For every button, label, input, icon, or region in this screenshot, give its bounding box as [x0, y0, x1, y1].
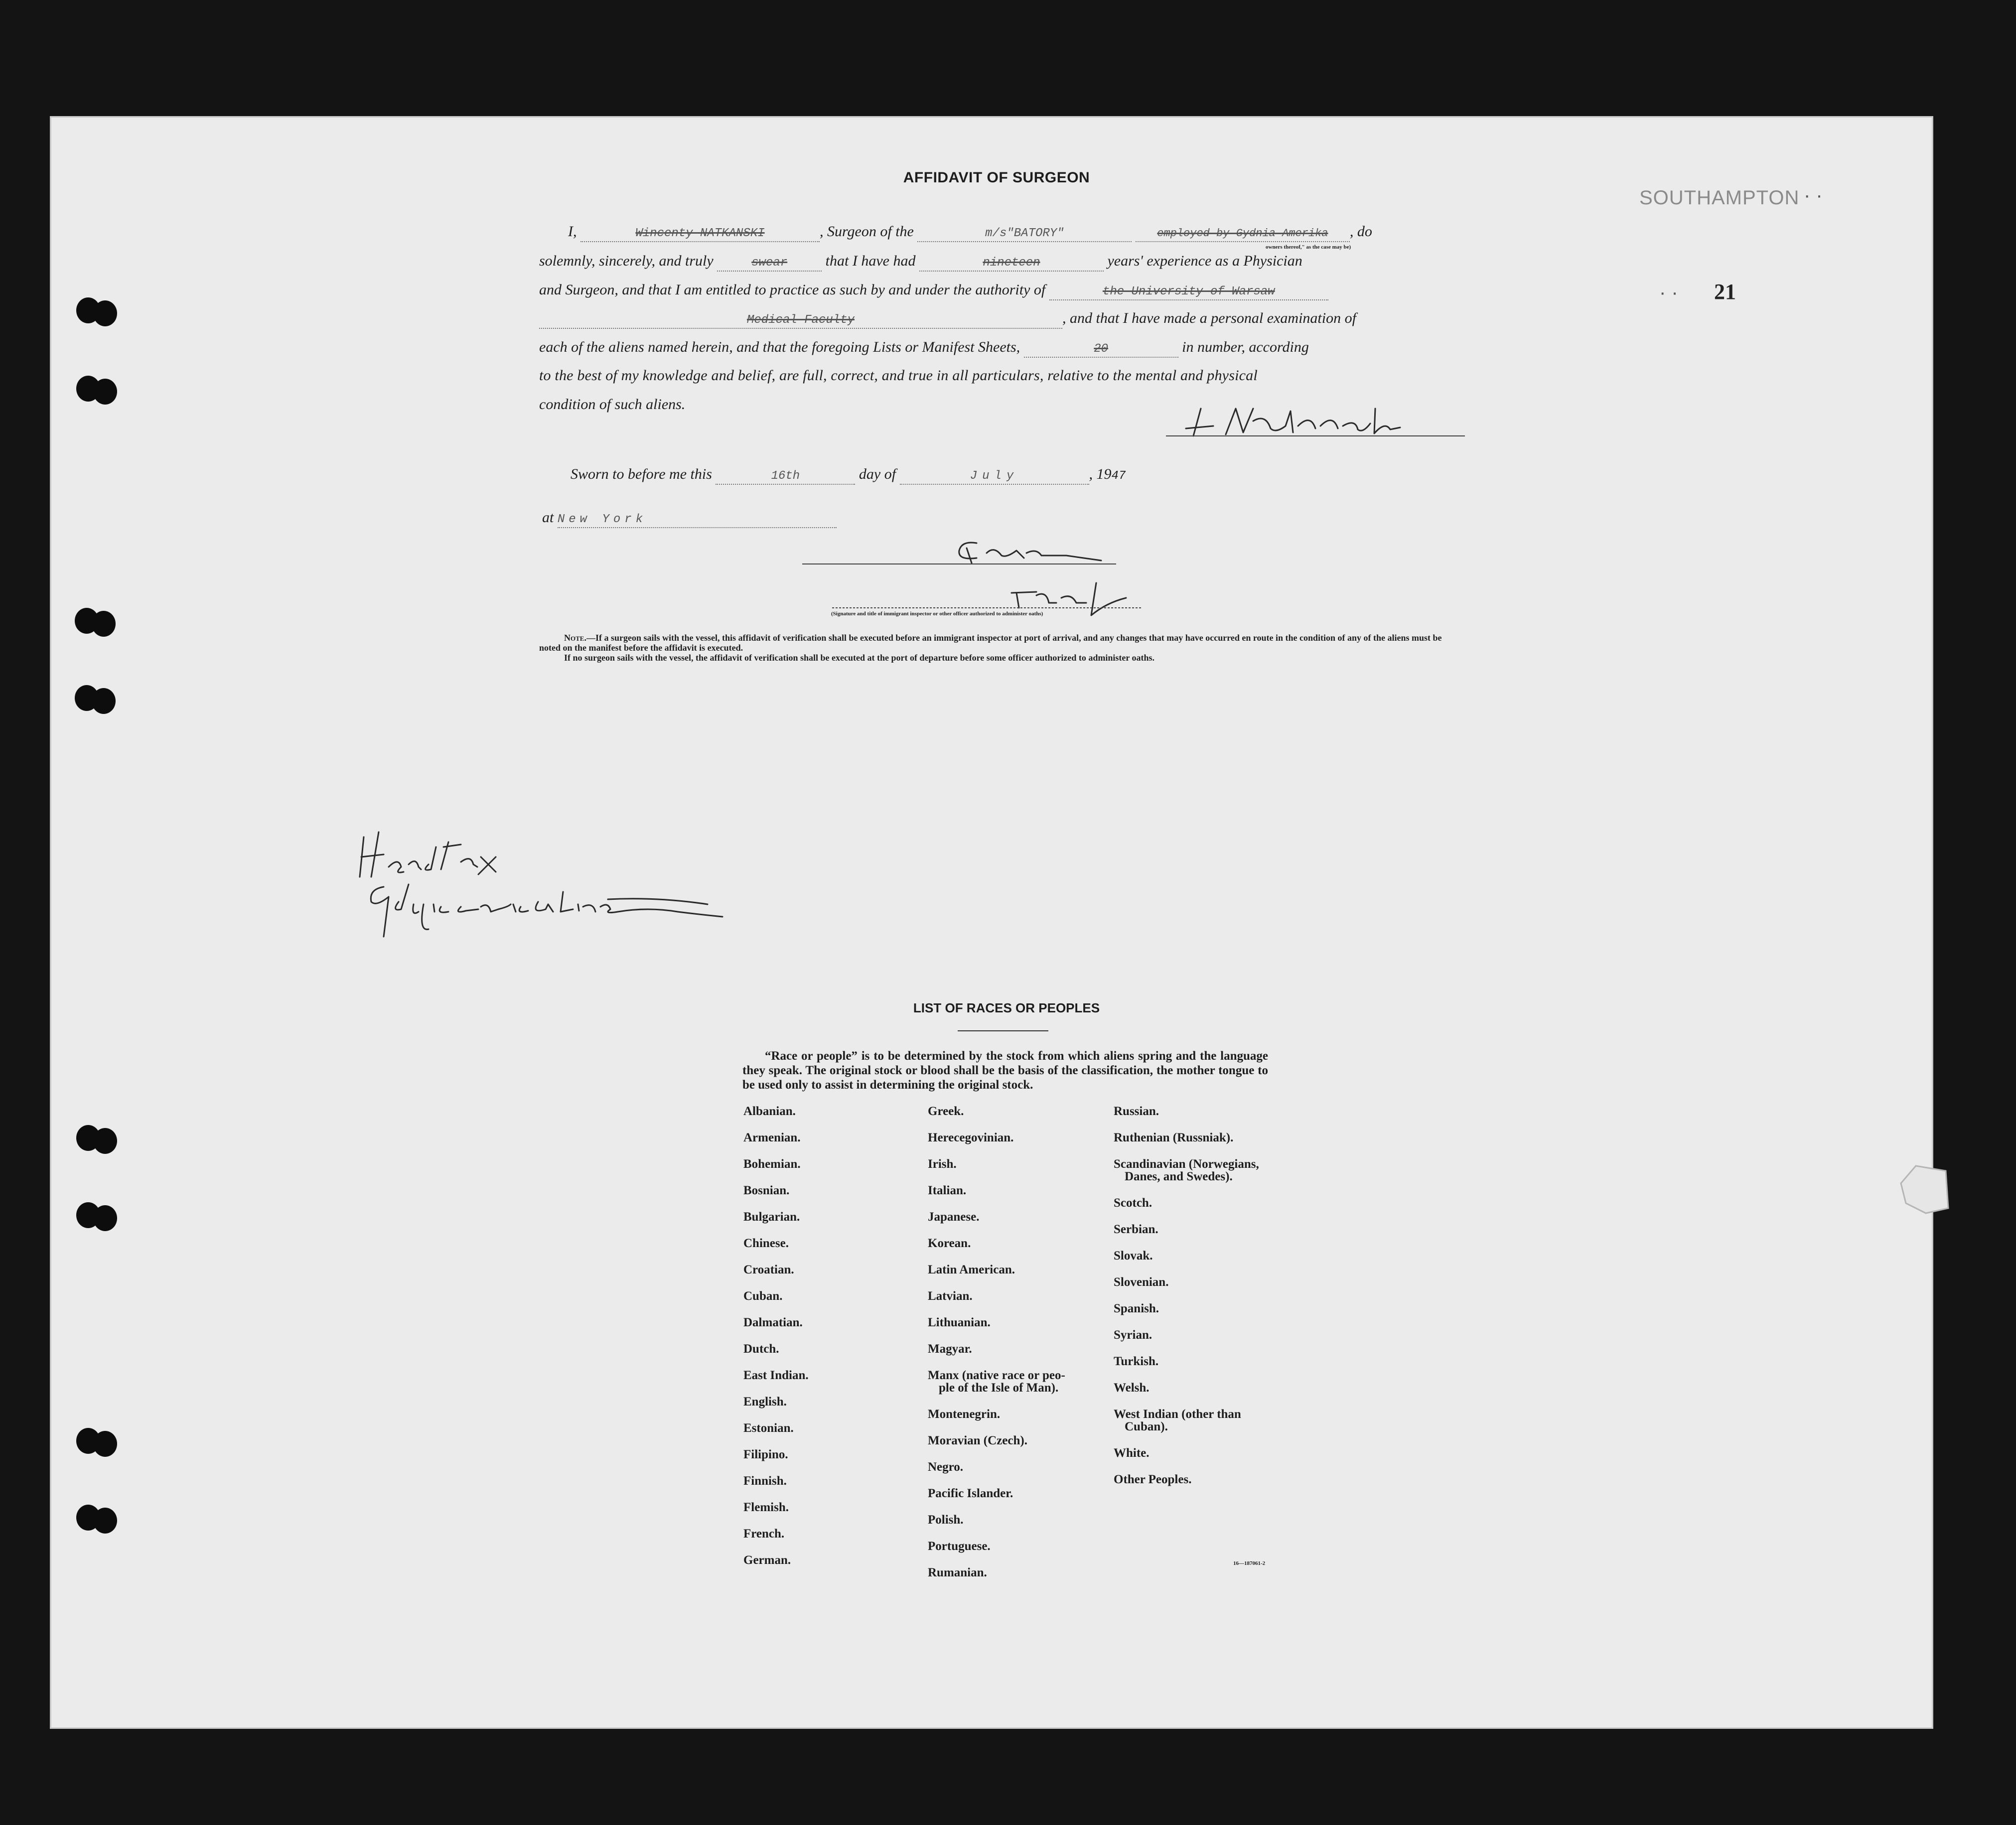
- race-item: Welsh.: [1114, 1381, 1150, 1395]
- race-item: Estonian.: [743, 1421, 794, 1435]
- years-field: nineteen: [919, 256, 1104, 272]
- line5-lead: each of the aliens named herein, and that the foregoing Lists or Manifest Sheets,: [539, 339, 1020, 355]
- race-item: ple of the Isle of Man).: [939, 1381, 1059, 1395]
- race-item: Bohemian.: [743, 1157, 801, 1171]
- race-item: Armenian.: [743, 1131, 801, 1144]
- place-line: [542, 509, 837, 528]
- race-item: Slovenian.: [1114, 1275, 1169, 1289]
- place-field: New York: [558, 512, 837, 528]
- line2-end: years' experience as a Physician: [1107, 253, 1302, 269]
- races-column-1: [743, 1105, 809, 1567]
- race-item: Flemish.: [743, 1501, 789, 1514]
- race-item: Finnish.: [743, 1474, 787, 1488]
- note-text-1: —If a surgeon sails with the vessel, this affidavit of verification shall be executed before an immigrant inspector at port of arrival, and any changes that may have occurred en route in the condition of any of the aliens must be noted on the manifest before the affidavit is executed.: [539, 633, 1442, 653]
- line2-lead: solemnly, sincerely, and truly: [539, 253, 714, 269]
- races-column-3: [1114, 1105, 1259, 1486]
- race-item: Ruthenian (Russniak).: [1114, 1131, 1234, 1144]
- race-item: Bosnian.: [743, 1184, 790, 1197]
- sworn-year: 47: [1111, 469, 1126, 483]
- page-dots: · ·: [1659, 281, 1678, 303]
- owner-note: owners thereof," as the case may be): [1266, 244, 1351, 250]
- surgeon-signature: [1166, 399, 1465, 448]
- race-item: Albanian.: [743, 1105, 796, 1118]
- page-number: 21: [1714, 280, 1736, 304]
- race-item: Turkish.: [1114, 1355, 1159, 1368]
- affidavit-line-3: [539, 281, 1328, 300]
- race-item: Pacific Islander.: [928, 1487, 1013, 1500]
- sworn-year-prefix: , 19: [1089, 466, 1112, 482]
- race-item: Other Peoples.: [1114, 1473, 1192, 1486]
- authority-continued-field: Medical Faculty: [539, 313, 1062, 329]
- affidavit-title: AFFIDAVIT OF SURGEON: [903, 169, 1090, 186]
- race-item: German.: [743, 1553, 791, 1567]
- races-title-rule: [958, 1030, 1048, 1031]
- race-item: Manx (native race or peo-: [928, 1369, 1065, 1382]
- sworn-lead: Sworn to before me this: [571, 466, 712, 482]
- race-item: Polish.: [928, 1513, 964, 1527]
- race-item: Syrian.: [1114, 1328, 1152, 1342]
- line5-end: in number, according: [1182, 339, 1309, 355]
- inspector-caption: (Signature and title of immigrant inspector or other officer authorized to administer oaths): [831, 611, 1043, 617]
- race-item: Cuban.: [743, 1289, 783, 1303]
- punch-hole: [76, 376, 100, 402]
- punch-hole: [76, 1428, 100, 1454]
- race-item: Croatian.: [743, 1263, 794, 1276]
- race-item: Irish.: [928, 1157, 957, 1171]
- race-item: Italian.: [928, 1184, 967, 1197]
- races-column-2: [928, 1105, 1065, 1579]
- inspector-signature: [797, 528, 1146, 623]
- race-item: Danes, and Swedes).: [1125, 1170, 1233, 1183]
- affidavit-line-7: condition of such aliens.: [539, 396, 686, 413]
- sheets-count-field: 20: [1024, 342, 1178, 358]
- line1-end: , do: [1349, 223, 1372, 240]
- race-item: Russian.: [1114, 1105, 1159, 1118]
- race-item: Cuban).: [1125, 1420, 1168, 1433]
- race-item: English.: [743, 1395, 787, 1408]
- handwritten-annotation: [349, 817, 747, 947]
- race-item: East Indian.: [743, 1369, 809, 1382]
- race-item: Lithuanian.: [928, 1316, 991, 1329]
- port-stamp: SOUTHAMPTON: [1639, 187, 1800, 209]
- punch-hole: [75, 608, 99, 634]
- race-item: White.: [1114, 1446, 1150, 1460]
- race-item: Herecegovinian.: [928, 1131, 1014, 1144]
- line3-lead: and Surgeon, and that I am entitled to practice as such by and under the authority of: [539, 281, 1046, 298]
- race-item: French.: [743, 1527, 785, 1541]
- punch-hole: [76, 1202, 100, 1228]
- stamp-dots: · ·: [1804, 184, 1823, 206]
- affidavit-line-6: to the best of my knowledge and belief, are full, correct, and true in all particulars, relative to the mental and physical: [539, 367, 1258, 384]
- note-label: Note.: [564, 633, 586, 643]
- sworn-line: [571, 466, 1126, 485]
- sworn-day-field: 16th: [716, 469, 855, 485]
- sworn-mid: day of: [859, 466, 896, 482]
- authority-field: the University of Warsaw: [1049, 284, 1328, 300]
- race-item: Filipino.: [743, 1448, 788, 1461]
- race-item: Moravian (Czech).: [928, 1434, 1027, 1447]
- race-item: Serbian.: [1114, 1223, 1158, 1236]
- affidavit-line-4: [539, 310, 1356, 329]
- race-item: Dalmatian.: [743, 1316, 803, 1329]
- race-item: Scotch.: [1114, 1196, 1152, 1210]
- race-item: Portuguese.: [928, 1540, 991, 1553]
- form-code: 16—187061-2: [1233, 1560, 1266, 1566]
- sworn-month-field: July: [900, 469, 1089, 485]
- line1-lead: I,: [568, 223, 577, 240]
- race-item: Rumanian.: [928, 1566, 987, 1579]
- note-paragraph-2: If no surgeon sails with the vessel, the affidavit of verification shall be executed at the port of departure before some officer authorized to administer oaths.: [564, 653, 1155, 663]
- race-item: Bulgarian.: [743, 1210, 800, 1224]
- torn-tab: [1896, 1163, 1951, 1218]
- line2-mid: that I have had: [825, 253, 916, 269]
- punch-hole: [75, 685, 99, 711]
- race-item: Greek.: [928, 1105, 964, 1118]
- races-intro: “Race or people” is to be determined by the stock from which aliens spring and the language they speak. The original stock or blood shall be the basis of the classification, the mother tongue to be used only to assist in determining the original stock.: [742, 1049, 1268, 1092]
- race-item: Latin American.: [928, 1263, 1015, 1276]
- line1-mid: , Surgeon of the: [820, 223, 914, 240]
- race-item: Dutch.: [743, 1342, 779, 1356]
- races-title: LIST OF RACES OR PEOPLES: [913, 1000, 1100, 1015]
- affidavit-line-5: [539, 339, 1309, 358]
- race-item: West Indian (other than: [1114, 1407, 1241, 1421]
- place-lead: at: [542, 509, 554, 526]
- race-item: Scandinavian (Norwegians,: [1114, 1157, 1259, 1171]
- punch-hole: [76, 1505, 100, 1531]
- affidavit-note: [539, 633, 1463, 663]
- race-item: Korean.: [928, 1237, 971, 1250]
- punch-hole: [76, 1125, 100, 1151]
- line4-end: , and that I have made a personal examination of: [1062, 310, 1356, 326]
- race-item: Negro.: [928, 1460, 964, 1474]
- race-item: Montenegrin.: [928, 1407, 1001, 1421]
- vessel-name-field: m/s"BATORY": [917, 226, 1132, 242]
- race-item: Japanese.: [928, 1210, 980, 1224]
- owner-field: employed by Gydnia-Amerika: [1136, 226, 1350, 242]
- surgeon-name-field: Wincenty NATKANSKI: [580, 226, 820, 242]
- affidavit-line-2: [539, 253, 1302, 272]
- race-item: Slovak.: [1114, 1249, 1153, 1263]
- punch-hole: [76, 297, 100, 323]
- race-item: Latvian.: [928, 1289, 973, 1303]
- race-item: Chinese.: [743, 1237, 789, 1250]
- oath-field: swear: [717, 256, 822, 272]
- note-paragraph-1: [539, 633, 1463, 653]
- race-item: Spanish.: [1114, 1302, 1159, 1315]
- affidavit-line-1: [568, 223, 1372, 242]
- race-item: Magyar.: [928, 1342, 972, 1356]
